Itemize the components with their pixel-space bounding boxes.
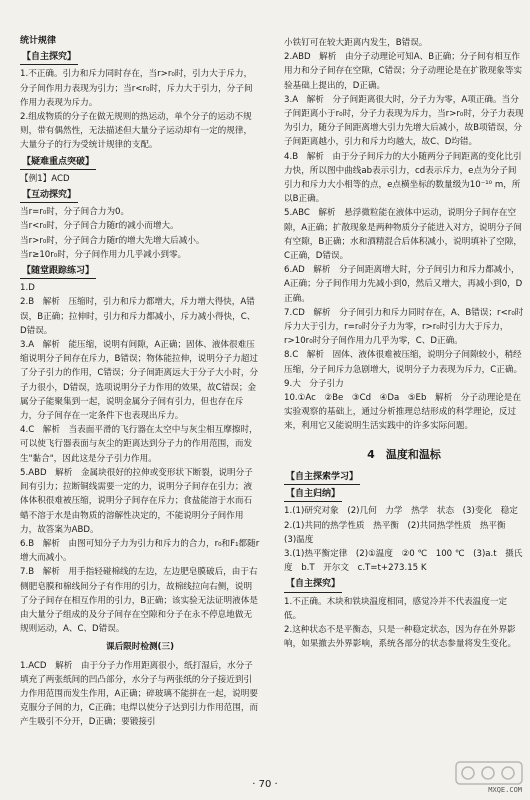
subsection-tag: 【自主探究】 — [284, 577, 342, 592]
subsection-row — [20, 264, 260, 279]
answer-paragraph: 7.CD 解析 分子间引力和斥力同时存在，A、B错误；r<r₀时斥力大于引力，r=r₀时分子力为零，r>r₀时引力大于斥力，r>10r₀时分子间作用力几乎为零，C、D正确。 — [284, 307, 524, 347]
answer-paragraph: 2.这种状态不是平衡态，只是一种稳定状态，因为存在外界影响，如果撤去外界影响，系统各部分的状态参量将发生变化。 — [284, 624, 517, 650]
answer-paragraph: 小铁钉可在较大距离内发生，B错误。 — [284, 38, 428, 48]
answer-paragraph: 1.不正确。木块和铁块温度相同，感觉冷并不代表温度一定低。 — [284, 596, 508, 621]
subsection-row — [20, 188, 260, 203]
subsection-tag: 【自主探究】 — [20, 50, 78, 65]
answer-paragraph: 3.A 解析 分子间距离很大时，分子力为零，A项正确。当分子间距离小于r₀时，分子力表现为斥力，当r>r₀时，分子力表现为引力，随分子间距离增大引力先增大后减小，故B项错误，分子间距离越小，引力和斥力均越大，故C、D均错。 — [284, 94, 524, 148]
watermark-text: MXQE.COM — [488, 786, 522, 794]
page-number: · 70 · — [252, 779, 278, 790]
right-column — [284, 36, 524, 651]
section-title: 4 温度和温标 — [367, 447, 441, 461]
answer-paragraph: 5.ABD 解析 金属块很好的拉伸或变形状下断裂，说明分子间有引力；拉断铜线需要一定的力，说明分子间存在引力；液体体积很难被压缩，说明分子间存在斥力；食盐能溶于水而石蜡不溶于水是由物质的溶解性决定的，不能说明分子间作用力，故答案为ABD。 — [20, 467, 253, 535]
answer-paragraph: 3.A 解析 能压缩，说明有间隙，A正确；固体、液体很难压缩说明分子间存在斥力，B错误；物体能拉伸，说明分子力超过了分子引力的作用，C错误；分子间距离远大于分子大小时，分子力很小，D错误，选项说明分子力作用的效果，故C错误；金属分子能聚集到一起，说明金属分子间有引力，但也存在斥力，分子间存在一定条件下也表现出斥力。 — [20, 340, 259, 422]
answer-paragraph: 当r<r₀时，分子间合力随r的减小而增大。 — [20, 221, 179, 232]
subsection-tag: 【疑难重点突破】 — [20, 155, 96, 170]
subsection-tag: 【随堂跟踪练习】 — [20, 264, 96, 279]
answer-paragraph: 3.(1)热平衡定律 (2)①温度 ②0 ℃ 100 ℃ (3)a.t 摄氏度 b.T 开尔文 c.T=t+273.15 K — [284, 548, 523, 574]
subsection-row — [284, 487, 524, 502]
answer-paragraph: 10.①Ac ②Be ③Cd ④Da ⑤Eb 解析 分子动理论是在实验观察的基础上，通过分析推理总结形成的科学理论，反过来，利用它又能说明生活实践中的许多实际问题。 — [284, 393, 521, 432]
subsection-row — [20, 155, 260, 170]
section-heading: 统计规律 — [20, 36, 57, 46]
subsection-tag: 【自主归纳】 — [284, 487, 342, 502]
answer-paragraph: 4.B 解析 由于分子间斥力的大小随两分子间距离的变化比引力快，所以图中曲线ab表示引力，cd表示斥力，e点为分子间引力和斥力大小相等的点，e点横坐标的数量级为10⁻¹⁰ m，所以B正确。 — [284, 151, 522, 205]
answer-paragraph: 9.大 分子引力 — [284, 378, 344, 389]
answer-paragraph: 【例1】ACD — [20, 173, 70, 184]
answer-paragraph: 8.C 解析 固体、液体很难被压缩，说明分子间隙较小，稍经压缩，分子间斥力急剧增大，说明分子力表现为斥力，C正确。 — [284, 350, 523, 375]
answer-paragraph: 1.D — [20, 283, 35, 294]
subsection-tag: 【自主探索学习】 — [284, 470, 360, 485]
answer-paragraph: 2.(1)共同的热学性质 热平衡 (2)共同热学性质 热平衡 (3)温度 — [284, 520, 515, 545]
answer-paragraph: 1.(1)研究对象 (2)几何 力学 热学 状态 (3)变化 稳定 — [284, 506, 518, 517]
subsection-row — [284, 470, 524, 485]
answer-paragraph: 6.B 解析 由图可知分子力为引力和斥力的合力，r₀和F₁都随r增大而减小。 — [20, 538, 260, 564]
answer-paragraph: 4.C 解析 当表面平滑的飞行器在太空中与灰尘相互摩擦时，可以使飞行器表面与灰尘的距离达到分子力的作用范围，而发生"黏合"，因此这是分子引力作用。 — [20, 425, 258, 464]
subsection-tag: 【互动探究】 — [20, 188, 78, 203]
answer-paragraph: 当r=r₀时，分子间合力为0。 — [20, 207, 130, 218]
answer-paragraph: 2.组成物质的分子在做无规则的热运动，单个分子的运动不规则，带有偶然性，无法描述但大量分子运动却有一定的规律，大量分子的行为受统计规律的支配。 — [20, 112, 253, 151]
answer-paragraph: 2.B 解析 压缩时，引力和斥力都增大，斥力增大得快，A错误，B正确；拉伸时，引力和斥力都减小，斥力减小得快，C、D错误。 — [20, 297, 256, 336]
subsection-row — [284, 577, 524, 592]
left-column — [20, 34, 260, 730]
answer-paragraph: 5.ABC 解析 悬浮微粒能在液体中运动，说明分子间存在空隙，A正确；扩散现象是两种物质分子能进入对方，说明分子间有空隙，B正确；水和酒精混合后体积减小，说明填补了空隙，C正确，D错误。 — [284, 208, 522, 262]
answer-paragraph: 6.AD 解析 分子间距离增大时，分子间引力和斥力都减小，A正确；分子间作用力先减小到0，然后又增大，再减小到0，D正确。 — [284, 265, 523, 304]
subsection-title: 课后限时检测(三) — [105, 642, 174, 653]
answer-paragraph: 1.不正确。引力和斥力同时存在，当r>r₀时，引力大于斥力，分子间作用力表现为引力；当r<r₀时，斥力大于引力，分子间作用力表现为斥力。 — [20, 69, 253, 108]
answer-paragraph: 2.ABD 解析 由分子动理论可知A、B正确；分子间有相互作用力和分子间存在空隙，C错误；分子动理论是在扩散现象等实验基础上提出的，D正确。 — [284, 52, 523, 91]
answer-paragraph: 7.B 解析 用手指轻碰棉线的左边，左边肥皂膜破后，由于右侧肥皂膜和棉线间分子有作用的引力，故棉线拉向右侧，说明了分子间存在相互作用的引力，B正确；该实验无法证明液体是由大量分子组成的及分子间存在空隙和分子在永不停息地做无规则运动，A、C、D错误。 — [20, 567, 258, 635]
subsection-row — [20, 50, 260, 65]
answer-paragraph: 1.ACD 解析 由于分子力作用距离很小，纸打湿后，水分子填充了两张纸间的凹凸部分，水分子与两张纸的分子接近到引力作用范围而发生作用，A正确；碎玻璃不能拼在一起，说明要克服分子间的力，C正确；电焊以使分子达到引力作用范围，而产生吸引不分开，D正确；要锻接引 — [20, 660, 259, 728]
answer-paragraph: 当r>r₀时，分子间合力随r的增大先增大后减小。 — [20, 235, 205, 246]
answer-paragraph: 当r≥10r₀时，分子间作用力几乎减小到零。 — [20, 249, 187, 260]
